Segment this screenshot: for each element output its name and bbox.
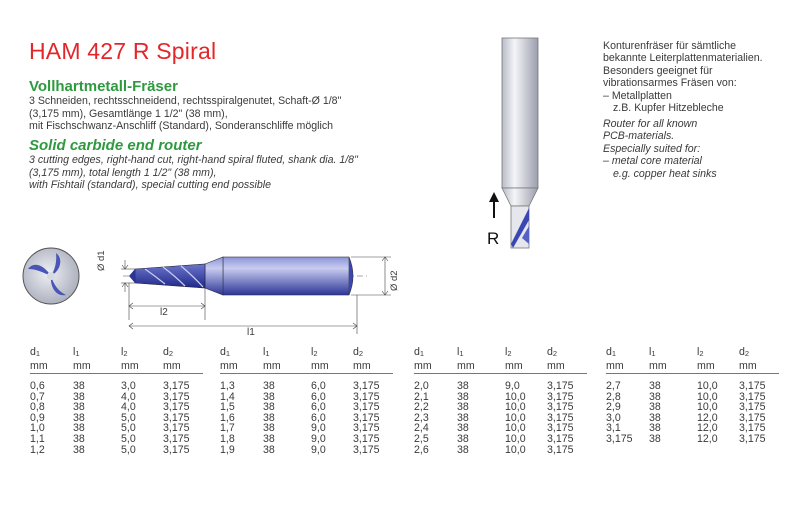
table-cell: 12,0 <box>697 432 718 445</box>
column-header-symbol: d <box>547 346 553 358</box>
table-cell: 3,175 <box>163 380 190 392</box>
application-line: Router for all known <box>603 118 698 130</box>
column-header-subscript: 2 <box>507 349 512 358</box>
column-header-symbol: l <box>73 346 76 358</box>
table-cell: 38 <box>263 432 275 445</box>
table-cell: 9,0 <box>311 422 326 435</box>
table-cell: 10,0 <box>505 401 526 414</box>
description-line: (3,175 mm), Gesamtlänge 1 1/2" (38 mm), <box>29 107 228 120</box>
table-cell: 1,2 <box>30 443 45 456</box>
description-german <box>29 95 341 133</box>
column-header-symbol: l <box>311 346 314 358</box>
table-row <box>414 381 587 392</box>
table-cell: 3,175 <box>547 422 574 435</box>
table-cell: 3,175 <box>353 380 380 392</box>
table-cell: 38 <box>73 422 85 435</box>
application-line: Especially suited for: <box>603 142 701 155</box>
table-cell: 5,0 <box>121 411 136 424</box>
table-header <box>220 346 393 374</box>
table-cell: 3,175 <box>739 432 766 445</box>
table-cell: 38 <box>457 380 469 392</box>
table-cell: 3,1 <box>606 422 621 435</box>
description-line: with Fishtail (standard), special cutting end possible <box>29 179 272 192</box>
column-header-subscript: 1 <box>75 349 80 358</box>
column-header <box>457 346 508 372</box>
table-cell: 3,175 <box>547 390 574 403</box>
column-header-unit: mm <box>121 360 139 372</box>
column-header-unit: mm <box>30 360 48 372</box>
column-header-unit: mm <box>263 360 281 372</box>
table-cell: 2,8 <box>606 390 621 403</box>
table-row <box>414 434 587 445</box>
application-line: bekannte Leiterplattenmaterialien. <box>603 52 763 65</box>
column-header <box>547 346 587 372</box>
table-cell: 3,175 <box>163 401 190 414</box>
application-line: z.B. Kupfer Hitzebleche <box>613 102 724 115</box>
table-cell: 38 <box>73 380 85 392</box>
description-line: (3,175 mm), total length 1 1/2" (38 mm), <box>29 166 217 179</box>
table-row <box>30 381 203 392</box>
table-cell: 38 <box>73 390 85 403</box>
table-cell: 1,4 <box>220 390 235 403</box>
table-cell: 3,175 <box>547 411 574 424</box>
description-line: 3 Schneiden, rechtsschneidend, rechtsspiralgenutet, Schaft-Ø 1/8" <box>29 95 342 107</box>
table-cell: 3,175 <box>353 401 380 414</box>
column-header-subscript: 2 <box>699 349 704 358</box>
column-header-unit: mm <box>505 360 523 372</box>
table-cell: 10,0 <box>505 390 526 403</box>
vertical-router-drawing <box>470 30 550 260</box>
table-cell: 2,6 <box>414 443 429 456</box>
column-header-unit: mm <box>353 360 371 372</box>
column-header-symbol: l <box>505 346 508 358</box>
l2-label: l2 <box>160 307 168 318</box>
table-cell: 9,0 <box>505 380 520 392</box>
table-cell: 38 <box>73 443 85 456</box>
column-header-subscript: 2 <box>744 349 750 358</box>
table-cell: 12,0 <box>697 411 718 424</box>
table-cell: 5,0 <box>121 432 136 445</box>
column-header <box>697 346 739 372</box>
page-title: HAM 427 R Spiral <box>29 38 217 64</box>
column-header-unit: mm <box>606 360 624 372</box>
table-cell: 9,0 <box>311 432 326 445</box>
table-cell: 9,0 <box>311 443 326 456</box>
column-header-unit: mm <box>697 360 715 372</box>
column-header-symbol: l <box>263 346 266 358</box>
application-line: – Metallplatten <box>603 89 672 102</box>
table-cell: 6,0 <box>311 380 326 392</box>
table-block <box>30 346 203 455</box>
application-line: – metal core material <box>603 155 702 168</box>
table-cell: 1,8 <box>220 432 235 445</box>
table-cell: 38 <box>73 411 85 424</box>
application-line: Besonders geeignet für <box>603 64 713 77</box>
column-header-subscript: 2 <box>123 349 128 358</box>
column-header-unit: mm <box>547 360 565 372</box>
column-header-symbol: l <box>649 346 652 358</box>
cross-section-drawing <box>20 245 82 307</box>
table-row <box>30 434 203 445</box>
table-cell: 3,175 <box>739 380 766 392</box>
column-header-subscript: 1 <box>265 349 270 358</box>
table-cell: 38 <box>263 411 275 424</box>
column-header-unit: mm <box>311 360 329 372</box>
table-cell: 1,7 <box>220 422 235 435</box>
table-cell: 0,9 <box>30 411 45 424</box>
column-header <box>121 346 163 372</box>
heading-english: Solid carbide end router <box>29 137 202 154</box>
table-cell: 1,5 <box>220 401 235 414</box>
table-row <box>220 434 393 445</box>
table-cell: 3,175 <box>163 390 190 403</box>
table-cell: 2,1 <box>414 390 429 403</box>
column-header-subscript: 2 <box>168 349 174 358</box>
table-cell: 1,1 <box>30 432 45 445</box>
table-cell: 3,175 <box>353 390 380 403</box>
column-header-subscript: 1 <box>651 349 656 358</box>
column-header-subscript: 1 <box>611 349 617 358</box>
table-cell: 3,175 <box>353 411 380 424</box>
table-cell: 3,175 <box>353 432 380 445</box>
table-row <box>414 445 587 456</box>
column-header-symbol: l <box>121 346 124 358</box>
table-cell: 10,0 <box>697 390 718 403</box>
table-block <box>414 346 587 455</box>
table-cell: 10,0 <box>505 422 526 435</box>
table-row <box>220 381 393 392</box>
table-cell: 12,0 <box>697 422 718 435</box>
table-cell: 3,175 <box>163 422 190 435</box>
d1-label: Ø d1 <box>96 250 107 271</box>
table-cell: 38 <box>263 380 275 392</box>
column-header <box>73 346 124 372</box>
table-cell: 38 <box>263 443 275 456</box>
table-cell: 38 <box>263 390 275 403</box>
table-cell: 3,175 <box>739 390 766 403</box>
application-line: Konturenfräser für sämtliche <box>603 40 737 52</box>
table-cell: 10,0 <box>505 411 526 424</box>
column-header-unit: mm <box>739 360 757 372</box>
table-cell: 2,3 <box>414 411 429 424</box>
table-header <box>606 346 779 374</box>
table-cell: 38 <box>457 422 469 435</box>
table-cell: 0,8 <box>30 401 45 414</box>
column-header <box>163 346 203 372</box>
table-cell: 3,175 <box>163 443 190 456</box>
table-cell: 38 <box>649 411 661 424</box>
table-cell: 38 <box>457 390 469 403</box>
table-cell: 3,175 <box>547 401 574 414</box>
table-cell: 38 <box>457 401 469 414</box>
column-header-unit: mm <box>163 360 181 372</box>
table-cell: 38 <box>649 401 661 414</box>
table-cell: 3,175 <box>739 411 766 424</box>
table-cell: 38 <box>263 401 275 414</box>
table-cell: 6,0 <box>311 390 326 403</box>
table-cell: 0,7 <box>30 390 45 403</box>
column-header <box>649 346 700 372</box>
column-header-symbol: l <box>457 346 460 358</box>
table-cell: 3,175 <box>163 432 190 445</box>
table-cell: 3,175 <box>163 411 190 424</box>
column-header-subscript: 1 <box>35 349 41 358</box>
column-header-symbol: d <box>220 346 226 358</box>
table-cell: 3,175 <box>547 380 574 392</box>
column-header-unit: mm <box>220 360 238 372</box>
column-header-subscript: 2 <box>358 349 364 358</box>
table-cell: 38 <box>263 422 275 435</box>
description-line: 3 cutting edges, right-hand cut, right-hand spiral fluted, shank dia. 1/8" <box>29 154 358 166</box>
column-header-subscript: 1 <box>459 349 464 358</box>
table-cell: 3,175 <box>606 432 633 445</box>
column-header <box>606 346 652 372</box>
table-header <box>30 346 203 374</box>
column-header <box>263 346 314 372</box>
table-cell: 2,5 <box>414 432 429 445</box>
column-header <box>505 346 547 372</box>
d2-label: Ø d2 <box>389 270 400 291</box>
column-header-symbol: d <box>163 346 169 358</box>
column-header <box>30 346 76 372</box>
table-cell: 2,0 <box>414 380 429 392</box>
table-cell: 3,0 <box>121 380 136 392</box>
table-cell: 38 <box>73 401 85 414</box>
application-line: e.g. copper heat sinks <box>613 167 717 180</box>
table-cell: 5,0 <box>121 422 136 435</box>
table-row <box>606 381 779 392</box>
table-block <box>220 346 393 455</box>
table-cell: 38 <box>649 390 661 403</box>
table-cell: 10,0 <box>505 432 526 445</box>
table-cell: 1,0 <box>30 422 45 435</box>
table-cell: 10,0 <box>697 380 718 392</box>
table-cell: 38 <box>457 411 469 424</box>
column-header-unit: mm <box>649 360 667 372</box>
table-cell: 2,2 <box>414 401 429 414</box>
column-header-symbol: d <box>739 346 745 358</box>
application-text-german <box>603 40 763 114</box>
application-line: vibrationsarmes Fräsen von: <box>603 77 737 90</box>
table-cell: 38 <box>649 432 661 445</box>
description-line: mit Fischschwanz-Anschliff (Standard), Sonderanschliffe möglich <box>29 120 334 133</box>
table-cell: 38 <box>649 380 661 392</box>
table-cell: 3,175 <box>739 422 766 435</box>
table-cell: 38 <box>649 422 661 435</box>
table-row <box>220 445 393 456</box>
column-header-subscript: 1 <box>225 349 231 358</box>
application-text-english <box>603 118 717 180</box>
table-cell: 4,0 <box>121 390 136 403</box>
table-cell: 38 <box>457 443 469 456</box>
column-header-subscript: 2 <box>313 349 318 358</box>
l1-label: l1 <box>247 327 255 338</box>
table-cell: 1,6 <box>220 411 235 424</box>
table-cell: 6,0 <box>311 411 326 424</box>
column-header <box>220 346 266 372</box>
column-header-symbol: d <box>353 346 359 358</box>
table-cell: 1,3 <box>220 380 235 392</box>
rotation-label: R <box>487 229 500 248</box>
table-cell: 4,0 <box>121 401 136 414</box>
table-cell: 2,4 <box>414 422 429 435</box>
column-header-subscript: 2 <box>552 349 558 358</box>
table-row <box>30 445 203 456</box>
table-cell: 38 <box>457 432 469 445</box>
table-block <box>606 346 779 445</box>
table-cell: 6,0 <box>311 401 326 414</box>
table-cell: 38 <box>73 432 85 445</box>
table-cell: 2,7 <box>606 380 621 392</box>
side-view-router-drawing <box>95 240 415 340</box>
table-cell: 3,0 <box>606 411 621 424</box>
heading-german: Vollhartmetall-Fräser <box>29 78 178 95</box>
application-line: PCB-materials. <box>603 130 675 143</box>
column-header-symbol: d <box>30 346 36 358</box>
table-cell: 10,0 <box>697 401 718 414</box>
column-header <box>739 346 779 372</box>
table-cell: 1,9 <box>220 443 235 456</box>
column-header-subscript: 1 <box>419 349 425 358</box>
column-header-unit: mm <box>73 360 91 372</box>
table-cell: 5,0 <box>121 443 136 456</box>
column-header-unit: mm <box>414 360 432 372</box>
description-english <box>29 154 358 192</box>
table-cell: 2,9 <box>606 401 621 414</box>
column-header <box>414 346 460 372</box>
column-header <box>353 346 393 372</box>
table-cell: 3,175 <box>739 401 766 414</box>
table-row <box>606 434 779 445</box>
column-header-symbol: l <box>697 346 700 358</box>
table-cell: 3,175 <box>547 443 574 456</box>
table-cell: 10,0 <box>505 443 526 456</box>
column-header-symbol: d <box>414 346 420 358</box>
column-header-unit: mm <box>457 360 475 372</box>
table-cell: 0,6 <box>30 380 45 392</box>
table-cell: 3,175 <box>547 432 574 445</box>
table-cell: 3,175 <box>353 422 380 435</box>
table-cell: 3,175 <box>353 443 380 456</box>
column-header-symbol: d <box>606 346 612 358</box>
table-header <box>414 346 587 374</box>
column-header <box>311 346 353 372</box>
